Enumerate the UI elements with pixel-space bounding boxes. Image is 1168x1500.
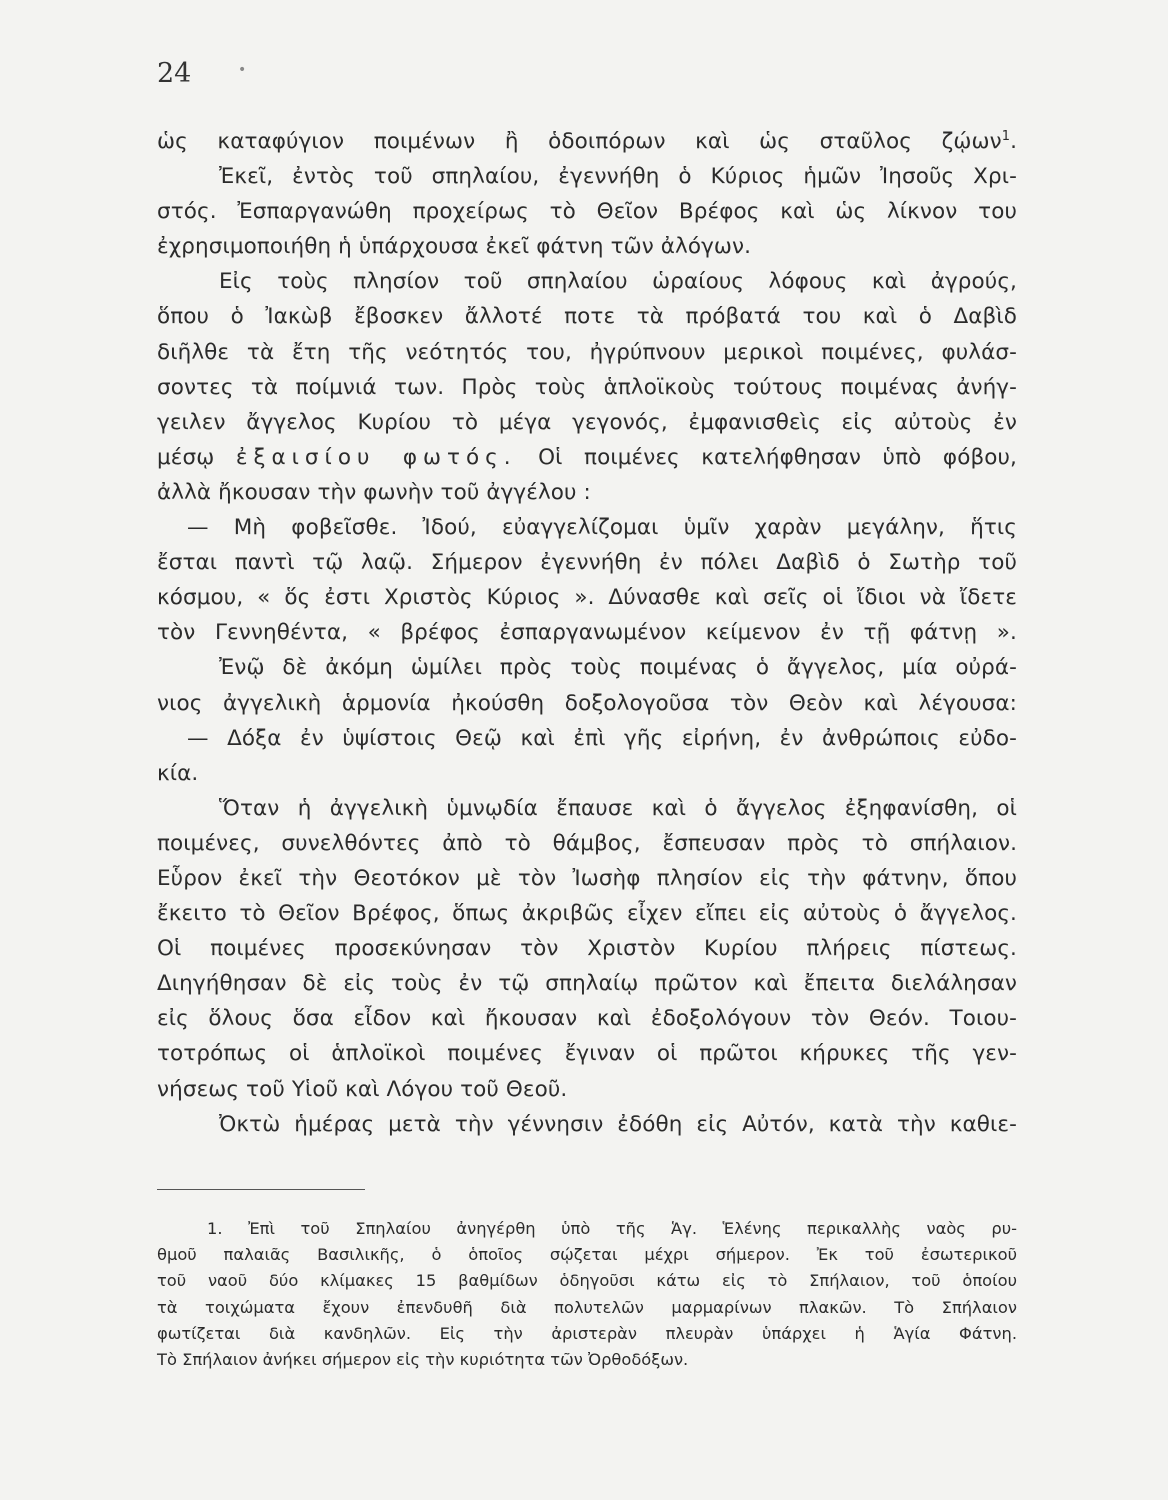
- text-line: νιος ἀγγελικὴ ἁρμονία ἠκούσθη δοξολογοῦσα τὸν Θεὸν καὶ λέγουσα:: [157, 690, 1017, 716]
- text-line: — Μὴ φοβεῖσθε. Ἰδού, εὐαγγελίζομαι ὑμῖν χαρὰν μεγάλην, ἥτις: [187, 515, 1017, 541]
- footnotes: [157, 1216, 1017, 1373]
- text-line: Ἐκεῖ, ἐντὸς τοῦ σπηλαίου, ἐγεννήθη ὁ Κύριος ἡμῶν Ἰησοῦς Χρι-: [219, 164, 1017, 190]
- footnote-line: 1. Ἐπὶ τοῦ Σπηλαίου ἀνηγέρθη ὑπὸ τῆς Ἁγ. Ἑλένης περικαλλὴς ναὸς ρυ-: [207, 1219, 1017, 1238]
- text-line: ἐχρησιμοποιήθη ἡ ὑπάρχουσα ἐκεῖ φάτνη τῶν ἀλόγων.: [157, 234, 752, 260]
- text-line: νήσεως τοῦ Υἱοῦ καὶ Λόγου τοῦ Θεοῦ.: [157, 1076, 568, 1102]
- footnote-line: τὰ τοιχώματα ἔχουν ἐπενδυθῆ διὰ πολυτελῶν μαρμαρίνων πλακῶν. Τὸ Σπήλαιον: [157, 1297, 1017, 1317]
- main-text: [157, 124, 1017, 1142]
- text-line: Ὀκτὼ ἡμέρας μετὰ τὴν γέννησιν ἐδόθη εἰς Αὐτόν, κατὰ τὴν καθιε-: [219, 1111, 1017, 1137]
- text-line: σοντες τὰ ποίμνιά των. Πρὸς τοὺς ἁπλοϊκοὺς τούτους ποιμένας ἀνήγ-: [157, 374, 1017, 400]
- text-line: διῆλθε τὰ ἔτη τῆς νεότητός του, ἠγρύπνουν μερικοὶ ποιμένες, φυλάσ-: [157, 339, 1017, 365]
- text-line: Οἱ ποιμένες προσεκύνησαν τὸν Χριστὸν Κυρίου πλήρεις πίστεως.: [157, 936, 1017, 962]
- footnote-line: Τὸ Σπήλαιον ἀνήκει σήμερον εἰς τὴν κυριότητα τῶν Ὀρθοδόξων.: [157, 1349, 689, 1369]
- text-line: ἔσται παντὶ τῷ λαῷ. Σήμερον ἐγεννήθη ἐν πόλει Δαβὶδ ὁ Σωτὴρ τοῦ: [157, 550, 1017, 576]
- footnote-line: θμοῦ παλαιᾶς Βασιλικῆς, ὁ ὁποῖος σῴζεται μέχρι σήμερον. Ἐκ τοῦ ἐσωτερικοῦ: [157, 1245, 1017, 1265]
- text-line: ὅπου ὁ Ἰακὼβ ἔβοσκεν ἄλλοτέ ποτε τὰ πρόβατά του καὶ ὁ Δαβὶδ: [157, 304, 1017, 330]
- text-line: Ἐνῷ δὲ ἀκόμη ὡμίλει πρὸς τοὺς ποιμένας ὁ ἄγγελος, μία οὐρά-: [219, 655, 1017, 681]
- footnote-line: φωτίζεται διὰ κανδηλῶν. Εἰς τὴν ἀριστερὰν πλευρὰν ὑπάρχει ἡ Ἁγία Φάτνη.: [157, 1323, 1017, 1343]
- text-line: ἀλλὰ ἤκουσαν τὴν φωνὴν τοῦ ἀγγέλου :: [157, 479, 591, 505]
- text-line: τοτρόπως οἱ ἁπλοϊκοὶ ποιμένες ἔγιναν οἱ πρῶτοι κήρυκες τῆς γεν-: [157, 1041, 1017, 1067]
- text-line: Εἰς τοὺς πλησίον τοῦ σπηλαίου ὡραίους λόφους καὶ ἀγρούς,: [219, 269, 1017, 295]
- footnote-reference: 1: [1001, 129, 1011, 144]
- text-line: Διηγήθησαν δὲ εἰς τοὺς ἐν τῷ σπηλαίῳ πρῶτον καὶ ἔπειτα διελάλησαν: [157, 971, 1017, 997]
- text-line: μέσῳ ἐξαισίου φωτός. Οἱ ποιμένες κατελήφθησαν ὑπὸ φόβου,: [157, 444, 1017, 470]
- text-line: στός. Ἐσπαργανώθη προχείρως τὸ Θεῖον Βρέφος καὶ ὡς λίκνον του: [157, 199, 1017, 225]
- text-line: ὡς καταφύγιον ποιμένων ἢ ὁδοιπόρων καὶ ὡς σταῦλος ζῴων$^1$.: [157, 129, 1017, 154]
- stray-mark: •: [238, 62, 247, 78]
- text-line: τὸν Γεννηθέντα, « βρέφος ἐσπαργανωμένον κείμενον ἐν τῇ φάτνῃ ».: [157, 620, 1017, 646]
- page-number: 24: [157, 58, 192, 89]
- text-line: Εὗρον ἐκεῖ τὴν Θεοτόκον μὲ τὸν Ἰωσὴφ πλησίον εἰς τὴν φάτνην, ὅπου: [157, 865, 1017, 891]
- text-line: ἔκειτο τὸ Θεῖον Βρέφος, ὅπως ἀκριβῶς εἶχεν εἴπει εἰς αὐτοὺς ὁ ἄγγελος.: [157, 901, 1017, 927]
- text-line: κόσμου, « ὅς ἐστι Χριστὸς Κύριος ». Δύνασθε καὶ σεῖς οἱ ἴδιοι νὰ ἴδετε: [157, 585, 1017, 611]
- footnote-divider: [157, 1189, 365, 1190]
- text-line: ποιμένες, συνελθόντες ἀπὸ τὸ θάμβος, ἔσπευσαν πρὸς τὸ σπήλαιον.: [157, 830, 1017, 856]
- text-line: Ὅταν ἡ ἀγγελικὴ ὑμνῳδία ἔπαυσε καὶ ὁ ἄγγελος ἐξηφανίσθη, οἱ: [219, 795, 1017, 821]
- text-line: γειλεν ἄγγελος Κυρίου τὸ μέγα γεγονός, ἐμφανισθεὶς εἰς αὐτοὺς ἐν: [157, 409, 1017, 435]
- text-line: εἰς ὅλους ὅσα εἶδον καὶ ἤκουσαν καὶ ἐδοξολόγουν τὸν Θεόν. Τοιου-: [157, 1006, 1017, 1032]
- text-line: κία.: [157, 760, 199, 786]
- emphasized-phrase: ἐξαισίου φωτός.: [235, 444, 517, 470]
- text-line: — Δόξα ἐν ὑψίστοις Θεῷ καὶ ἐπὶ γῆς εἰρήνη, ἐν ἀνθρώποις εὐδο-: [187, 725, 1017, 751]
- footnote-line: τοῦ ναοῦ δύο κλίμακες 15 βαθμίδων ὁδηγοῦσι κάτω εἰς τὸ Σπήλαιον, τοῦ ὁποίου: [157, 1271, 1017, 1291]
